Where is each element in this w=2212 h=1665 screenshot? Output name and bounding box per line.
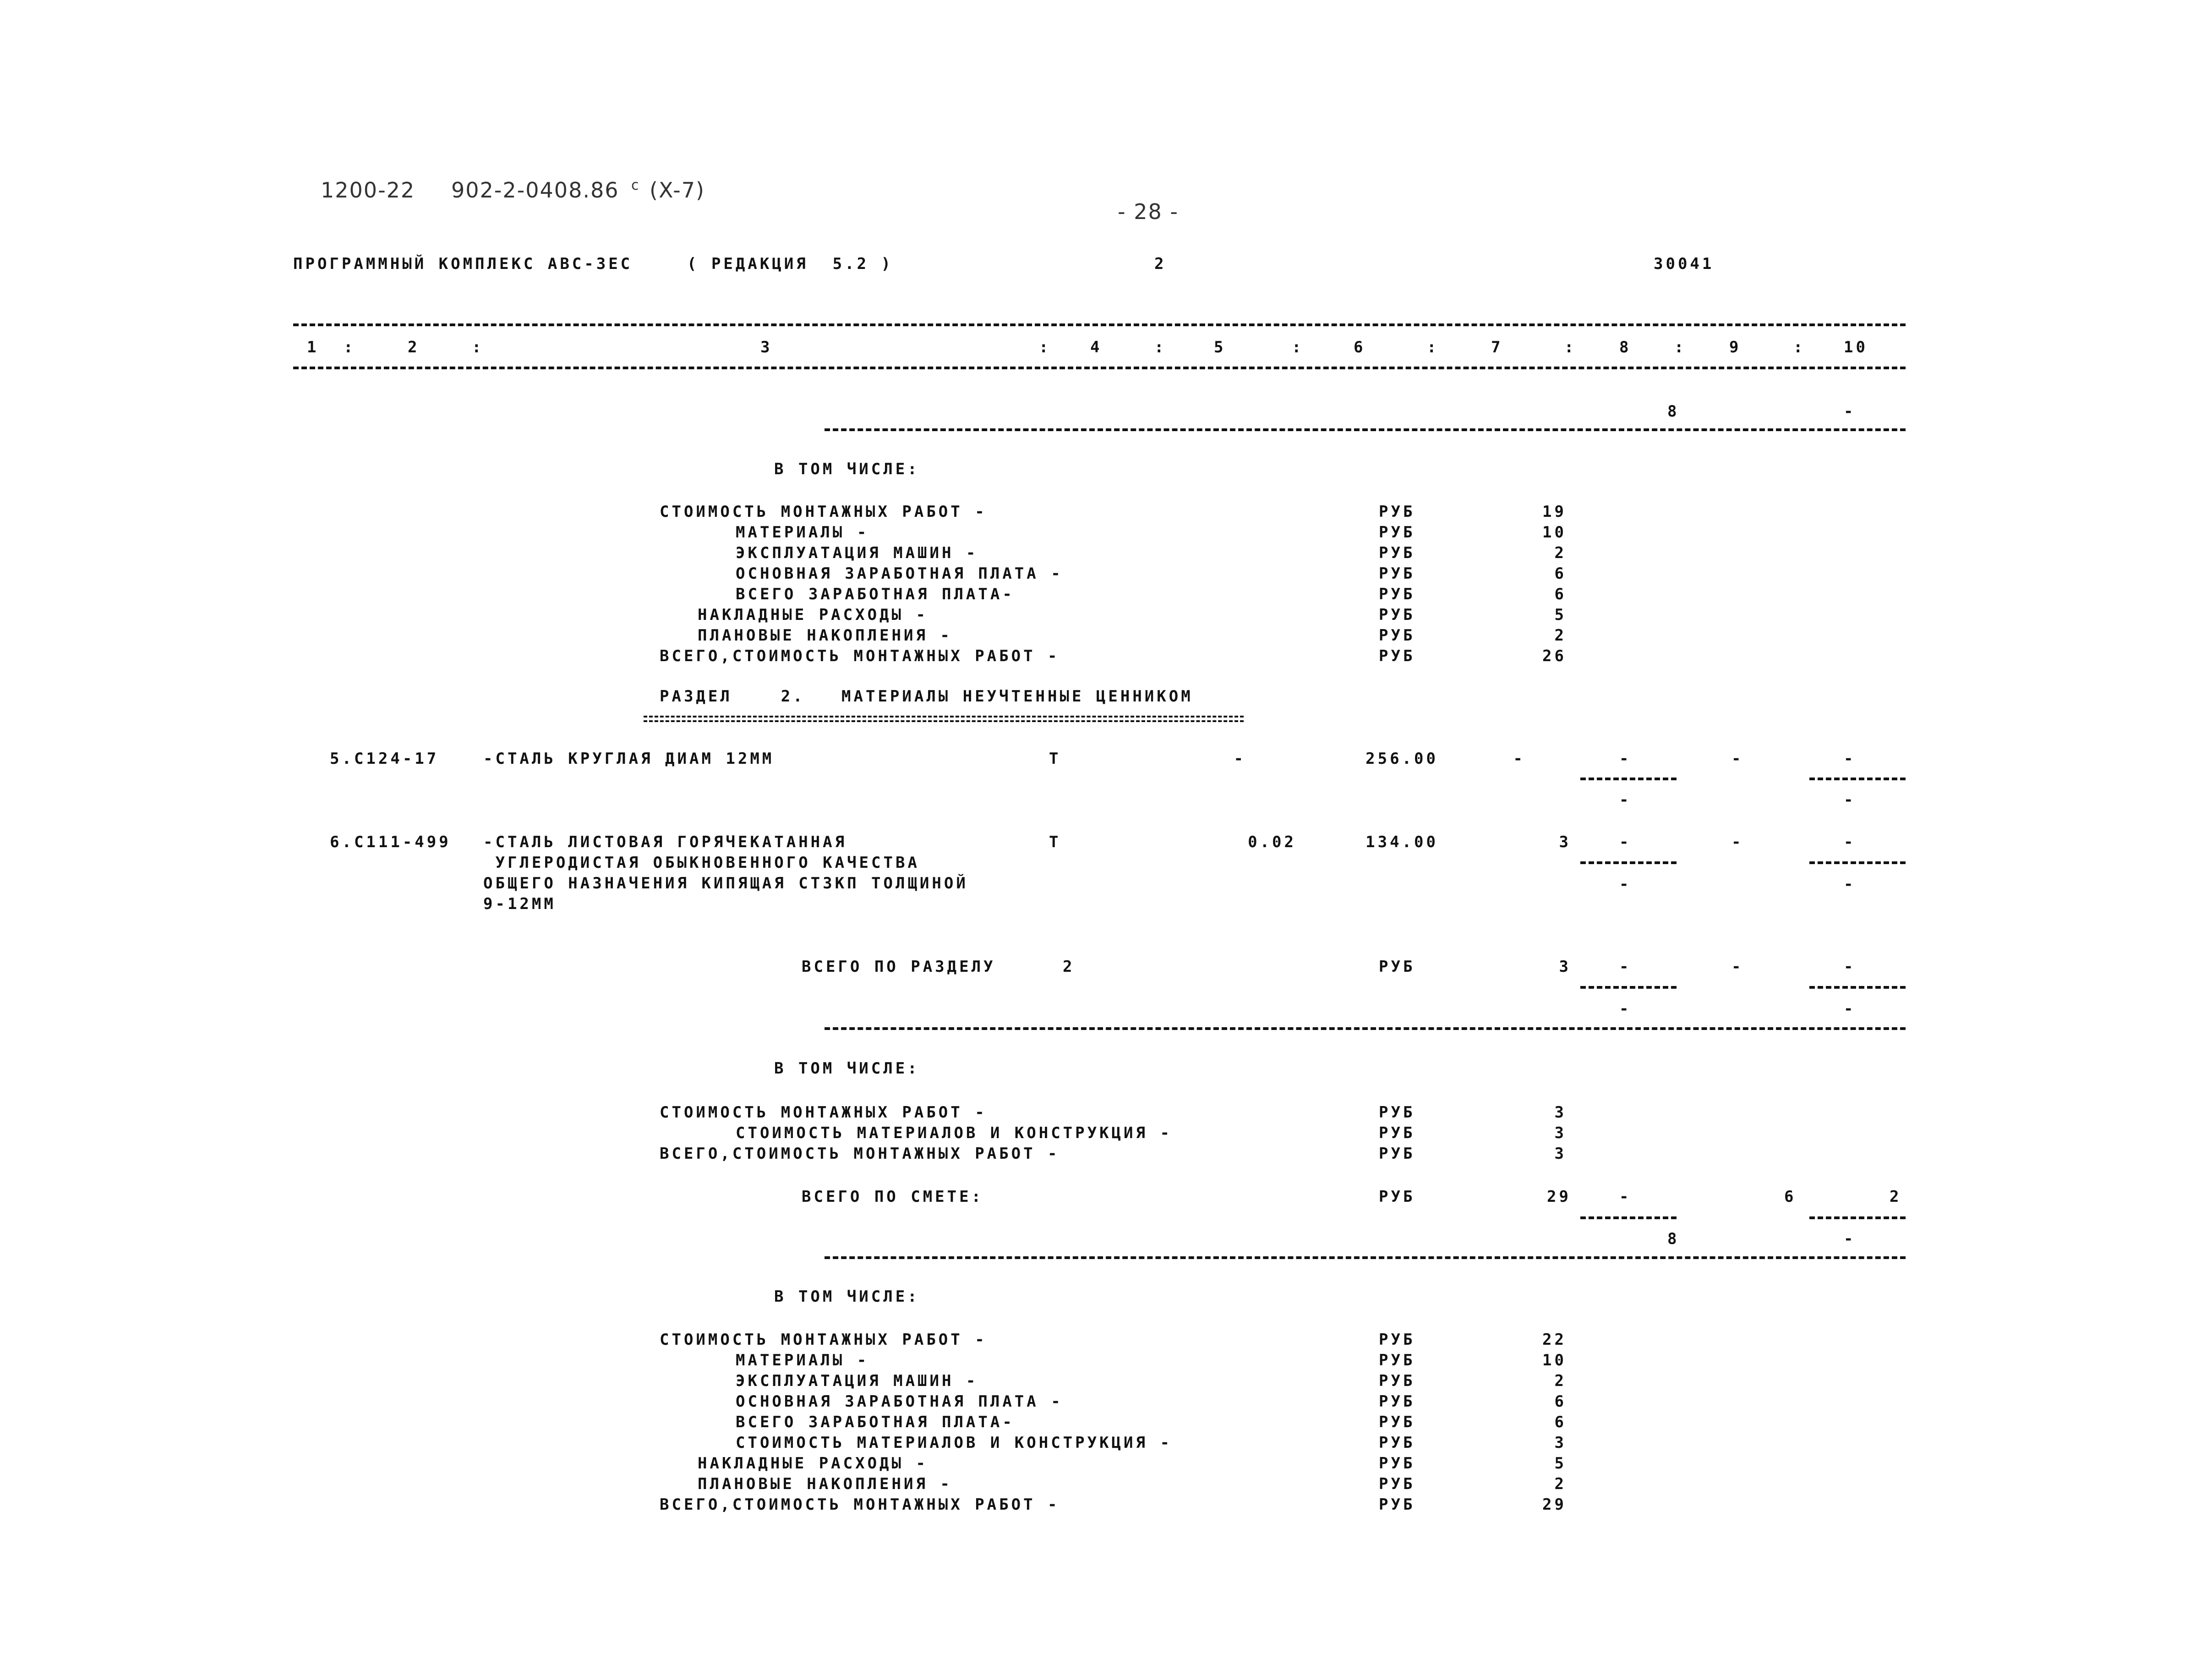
item-description: УГЛЕРОДИСТАЯ ОБЫКНОВЕННОГО КАЧЕСТВА xyxy=(483,854,920,872)
breakdown-unit: РУБ xyxy=(1379,1331,1415,1349)
breakdown-label: СТОИМОСТЬ МАТЕРИАЛОВ И КОНСТРУКЦИЯ - xyxy=(736,1124,1172,1142)
breakdown-value: 3 xyxy=(1554,1103,1567,1122)
breakdown-label: СТОИМОСТЬ МОНТАЖНЫХ РАБОТ - xyxy=(660,503,987,521)
breakdown-unit: РУБ xyxy=(1379,647,1415,665)
breakdown-value: 2 xyxy=(1554,544,1567,562)
cell-rule xyxy=(1580,778,1677,780)
breakdown-label: НАКЛАДНЫЕ РАСХОДЫ - xyxy=(698,1454,928,1473)
item-col10-bottom: - xyxy=(1844,875,1856,893)
cell-rule xyxy=(1809,778,1906,780)
col-header-10: 10 xyxy=(1844,338,1868,356)
breakdown-unit: РУБ xyxy=(1379,1434,1415,1452)
item-code: 5.С124-17 xyxy=(330,750,439,768)
estimate-total-col9: 6 xyxy=(1784,1188,1797,1206)
breakdown-label: СТОИМОСТЬ МОНТАЖНЫХ РАБОТ - xyxy=(660,1103,987,1122)
estimate-total-col8-bottom: 8 xyxy=(1667,1230,1680,1248)
section-total-col10-bottom: - xyxy=(1844,1000,1856,1018)
item-col10-top: - xyxy=(1844,833,1856,851)
breakdown-unit: РУБ xyxy=(1379,1124,1415,1142)
estimate-total-col7: 29 xyxy=(1547,1188,1571,1206)
item-unit: Т xyxy=(1049,750,1061,768)
breakdown-unit: РУБ xyxy=(1379,1103,1415,1122)
breakdown-heading: В ТОМ ЧИСЛЕ: xyxy=(774,1287,920,1306)
item-col8-top: - xyxy=(1619,833,1632,851)
item-col7: - xyxy=(1513,750,1525,768)
item-description: -СТАЛЬ КРУГЛАЯ ДИАМ 12ММ xyxy=(483,750,775,768)
breakdown-value: 5 xyxy=(1554,606,1567,624)
section-total-col7: 3 xyxy=(1559,958,1571,976)
carry-col8: 8 xyxy=(1667,402,1680,421)
breakdown-heading: В ТОМ ЧИСЛЕ: xyxy=(774,1059,920,1078)
col-sep: : xyxy=(1793,338,1806,356)
col-header-1: 1 xyxy=(307,338,319,356)
breakdown-unit: РУБ xyxy=(1379,1392,1415,1411)
estimate-total-unit: РУБ xyxy=(1379,1188,1415,1206)
breakdown-value: 6 xyxy=(1554,1413,1567,1431)
col-sep: : xyxy=(1564,338,1577,356)
item-col10-bottom: - xyxy=(1844,791,1856,809)
breakdown-unit: РУБ xyxy=(1379,544,1415,562)
cell-rule xyxy=(1580,986,1677,989)
block-rule xyxy=(825,1027,1906,1030)
breakdown-value: 10 xyxy=(1542,1351,1567,1369)
breakdown-heading: В ТОМ ЧИСЛЕ: xyxy=(774,460,920,478)
col-sep: : xyxy=(344,338,356,356)
breakdown-value: 19 xyxy=(1542,503,1567,521)
breakdown-value: 2 xyxy=(1554,1372,1567,1390)
block-rule xyxy=(825,428,1906,431)
section-title-rule xyxy=(644,716,1244,717)
breakdown-value: 3 xyxy=(1554,1124,1567,1142)
breakdown-unit: РУБ xyxy=(1379,503,1415,521)
col-header-8: 8 xyxy=(1619,338,1632,356)
breakdown-unit: РУБ xyxy=(1379,1145,1415,1163)
col-sep: : xyxy=(1154,338,1167,356)
breakdown-label: ВСЕГО,СТОИМОСТЬ МОНТАЖНЫХ РАБОТ - xyxy=(660,1145,1060,1163)
item-col10-top: - xyxy=(1844,750,1856,768)
header-rule-bottom xyxy=(293,367,1906,369)
document-number: 30041 xyxy=(1654,255,1715,273)
breakdown-unit: РУБ xyxy=(1379,1495,1415,1514)
estimate-total-col8-top: - xyxy=(1619,1188,1632,1206)
breakdown-value: 3 xyxy=(1554,1145,1567,1163)
estimate-total-label: ВСЕГО ПО СМЕТЕ: xyxy=(802,1188,984,1206)
section-title: РАЗДЕЛ 2. МАТЕРИАЛЫ НЕУЧТЕННЫЕ ЦЕННИКОМ xyxy=(660,687,1193,706)
breakdown-label: ВСЕГО,СТОИМОСТЬ МОНТАЖНЫХ РАБОТ - xyxy=(660,647,1060,665)
breakdown-unit: РУБ xyxy=(1379,1475,1415,1493)
col-header-7: 7 xyxy=(1491,338,1503,356)
breakdown-unit: РУБ xyxy=(1379,1413,1415,1431)
item-col8-top: - xyxy=(1619,750,1632,768)
section-total-unit: РУБ xyxy=(1379,958,1415,976)
item-col7: 3 xyxy=(1559,833,1571,851)
item-qty: 0.02 xyxy=(1248,833,1296,851)
col-header-6: 6 xyxy=(1354,338,1366,356)
item-description: ОБЩЕГО НАЗНАЧЕНИЯ КИПЯЩАЯ СТЗКП ТОЛЩИНОЙ xyxy=(483,874,968,893)
col-sep: : xyxy=(1674,338,1687,356)
estimate-total-col10-bottom: - xyxy=(1844,1230,1856,1248)
breakdown-value: 6 xyxy=(1554,564,1567,583)
col-header-2: 2 xyxy=(408,338,420,356)
cell-rule xyxy=(1580,861,1677,864)
col-sep: : xyxy=(1292,338,1304,356)
col-header-3: 3 xyxy=(760,338,773,356)
breakdown-unit: РУБ xyxy=(1379,606,1415,624)
estimate-total-col10-top: 2 xyxy=(1890,1188,1902,1206)
section-total-col10-top: - xyxy=(1844,958,1856,976)
breakdown-label: ПЛАНОВЫЕ НАКОПЛЕНИЯ - xyxy=(698,1475,952,1493)
cell-rule xyxy=(1809,861,1906,864)
cell-rule xyxy=(1809,1216,1906,1219)
breakdown-unit: РУБ xyxy=(1379,1372,1415,1390)
breakdown-value: 6 xyxy=(1554,1392,1567,1411)
breakdown-value: 26 xyxy=(1542,647,1567,665)
breakdown-label: ЭКСПЛУАТАЦИЯ МАШИН - xyxy=(736,1372,978,1390)
carry-col10: - xyxy=(1844,402,1856,421)
breakdown-unit: РУБ xyxy=(1379,564,1415,583)
stamp-mark: с xyxy=(631,177,640,193)
col-header-9: 9 xyxy=(1729,338,1742,356)
col-header-5: 5 xyxy=(1214,338,1226,356)
breakdown-value: 6 xyxy=(1554,585,1567,603)
section-total-col8-bottom: - xyxy=(1619,1000,1632,1018)
breakdown-label: СТОИМОСТЬ МАТЕРИАЛОВ И КОНСТРУКЦИЯ - xyxy=(736,1434,1172,1452)
block-rule xyxy=(825,1256,1906,1259)
item-col9: - xyxy=(1731,750,1744,768)
breakdown-label: ВСЕГО,СТОИМОСТЬ МОНТАЖНЫХ РАБОТ - xyxy=(660,1495,1060,1514)
item-code: 6.С111-499 xyxy=(330,833,451,851)
item-description: -СТАЛЬ ЛИСТОВАЯ ГОРЯЧЕКАТАННАЯ xyxy=(483,833,847,851)
breakdown-label: ОСНОВНАЯ ЗАРАБОТНАЯ ПЛАТА - xyxy=(736,564,1063,583)
section-total-number: 2 xyxy=(1063,958,1075,976)
breakdown-label: НАКЛАДНЫЕ РАСХОДЫ - xyxy=(698,606,928,624)
breakdown-label: ПЛАНОВЫЕ НАКОПЛЕНИЯ - xyxy=(698,626,952,645)
breakdown-value: 10 xyxy=(1542,523,1567,542)
page-number: - 28 - xyxy=(1118,199,1179,224)
col-header-4: 4 xyxy=(1090,338,1103,356)
item-col8-bottom: - xyxy=(1619,875,1632,893)
item-description: 9-12ММ xyxy=(483,895,556,913)
breakdown-label: ВСЕГО ЗАРАБОТНАЯ ПЛАТА- xyxy=(736,585,1015,603)
breakdown-label: МАТЕРИАЛЫ - xyxy=(736,523,869,542)
breakdown-unit: РУБ xyxy=(1379,1454,1415,1473)
item-qty: - xyxy=(1234,750,1246,768)
breakdown-label: ВСЕГО ЗАРАБОТНАЯ ПЛАТА- xyxy=(736,1413,1015,1431)
sheet-number: 2 xyxy=(1154,255,1167,273)
breakdown-value: 2 xyxy=(1554,1475,1567,1493)
item-price: 256.00 xyxy=(1365,750,1438,768)
stamp-project: 902-2-0408.86 xyxy=(451,178,619,203)
breakdown-label: МАТЕРИАЛЫ - xyxy=(736,1351,869,1369)
breakdown-label: ОСНОВНАЯ ЗАРАБОТНАЯ ПЛАТА - xyxy=(736,1392,1063,1411)
item-col8-bottom: - xyxy=(1619,791,1632,809)
breakdown-unit: РУБ xyxy=(1379,1351,1415,1369)
section-title-rule xyxy=(644,720,1244,722)
breakdown-unit: РУБ xyxy=(1379,626,1415,645)
stamp-code: 1200-22 xyxy=(321,178,415,203)
col-sep: : xyxy=(1039,338,1051,356)
section-total-label: ВСЕГО ПО РАЗДЕЛУ xyxy=(802,958,996,976)
program-edition: ( РЕДАКЦИЯ 5.2 ) xyxy=(687,255,893,273)
item-unit: Т xyxy=(1049,833,1061,851)
breakdown-value: 2 xyxy=(1554,626,1567,645)
stamp-suffix: (X-7) xyxy=(650,178,705,203)
col-sep: : xyxy=(472,338,484,356)
section-total-col8-top: - xyxy=(1619,958,1632,976)
breakdown-value: 5 xyxy=(1554,1454,1567,1473)
header-rule-top xyxy=(293,323,1906,326)
breakdown-label: СТОИМОСТЬ МОНТАЖНЫХ РАБОТ - xyxy=(660,1331,987,1349)
cell-rule xyxy=(1809,986,1906,989)
breakdown-unit: РУБ xyxy=(1379,585,1415,603)
item-price: 134.00 xyxy=(1365,833,1438,851)
breakdown-label: ЭКСПЛУАТАЦИЯ МАШИН - xyxy=(736,544,978,562)
breakdown-value: 22 xyxy=(1542,1331,1567,1349)
breakdown-value: 29 xyxy=(1542,1495,1567,1514)
item-col9: - xyxy=(1731,833,1744,851)
breakdown-value: 3 xyxy=(1554,1434,1567,1452)
breakdown-unit: РУБ xyxy=(1379,523,1415,542)
col-sep: : xyxy=(1427,338,1439,356)
section-total-col9: - xyxy=(1731,958,1744,976)
cell-rule xyxy=(1580,1216,1677,1219)
program-title: ПРОГРАММНЫЙ КОМПЛЕКС АВС-3ЕС xyxy=(293,255,633,273)
